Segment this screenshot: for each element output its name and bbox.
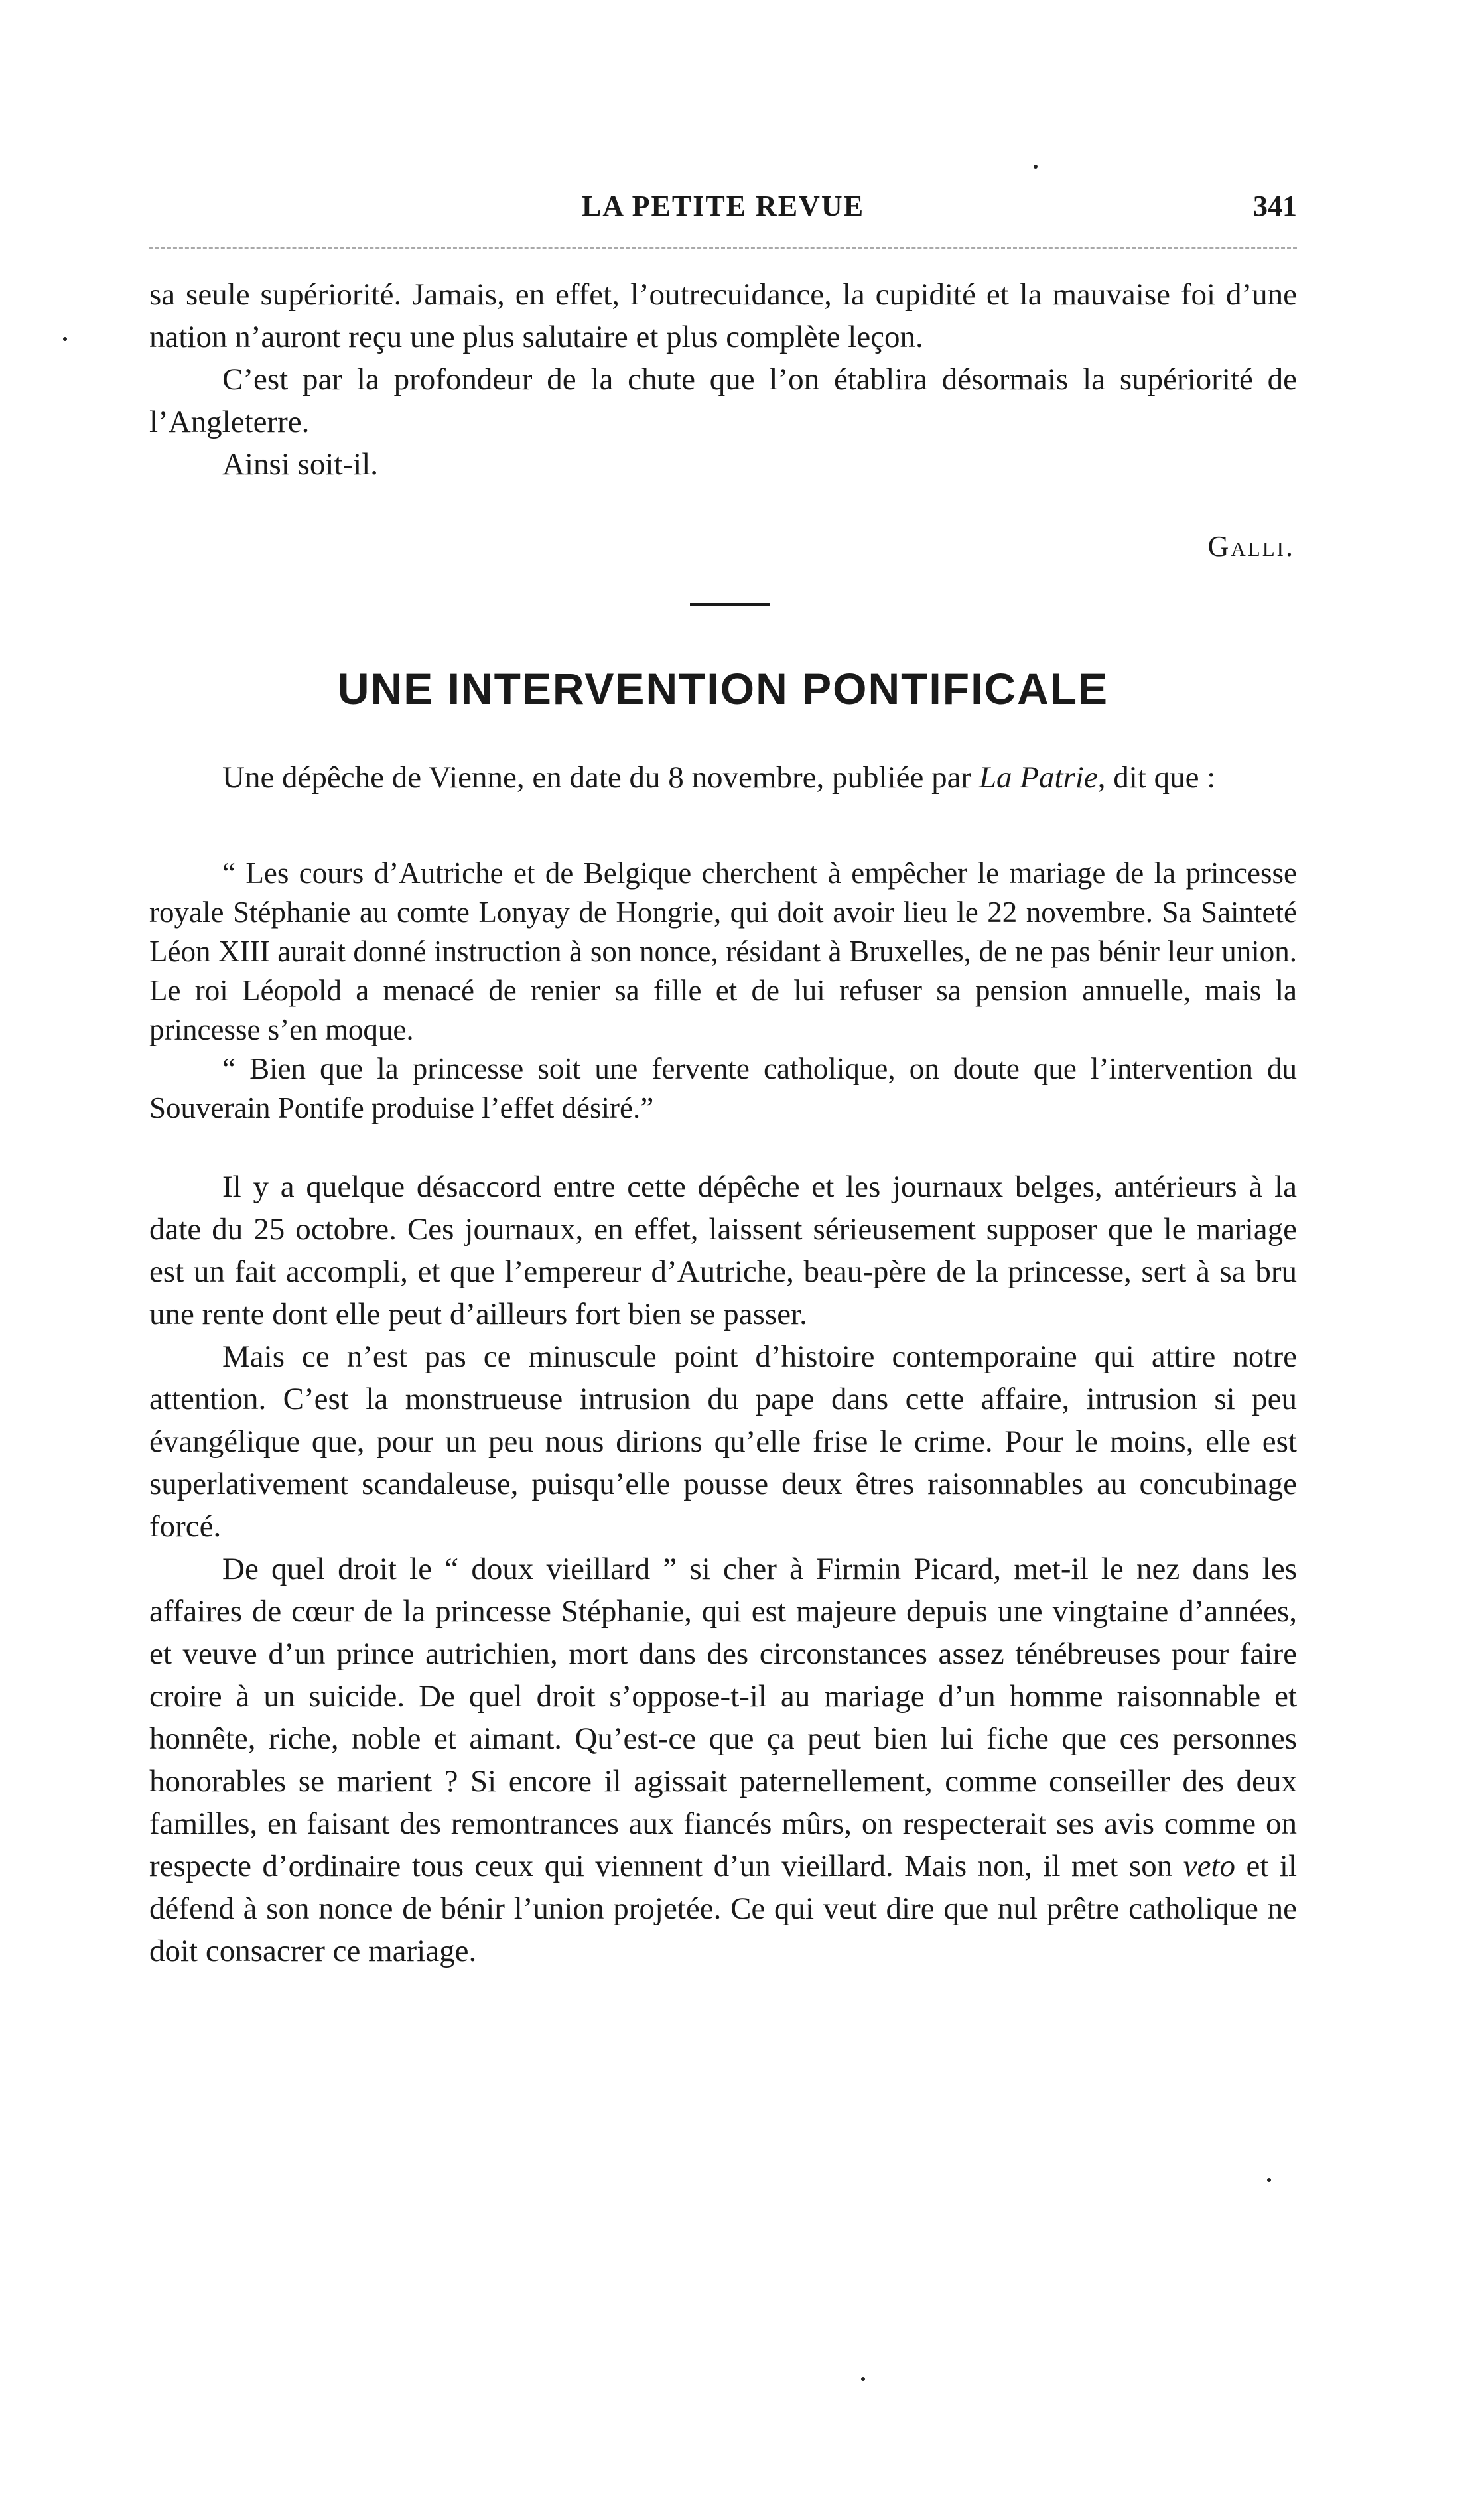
print-speck xyxy=(1267,2178,1271,2182)
paragraph-text: De quel droit le “ doux vieillard ” si cher à Firmin Picard, met-il le nez dans les affaires de cœur de la princesse Stéphanie, qui est majeure depuis une vingtaine d’années, et veuve d’un prince autrichien, mort dans des circonstances assez ténébreuses pour faire croire à un suicide. De quel droit s’oppose-t-il au mariage d’un homme raisonnable et honnête, riche, noble et aimant. Qu’est-ce que ça peut bien lui fiche que ces personnes honorables se marient ? Si encore il agissait paternellement, comme conseiller des deux familles, en faisant des remontrances aux fiancés mûrs, on respecterait ses avis comme on respecte d’ordinaire tous ceux qui viennent d’un vieillard. Mais non, il met son xyxy=(149,1552,1297,1883)
intro-text: Une dépêche de Vienne, en date du 8 novembre, publiée par xyxy=(222,760,979,795)
paragraph: Mais ce n’est pas ce minuscule point d’histoire contemporaine qui attire notre attention. C’est la monstrueuse intrusion du pape dans cette affaire, intrusion si peu évangélique que, pour un peu nous dirions qu’elle frise le crime. Pour le moins, elle est superlativement scandaleuse, puisqu’elle pousse deux êtres raisonnables au concubinage forcé. xyxy=(149,1339,1297,1544)
page-number: 341 xyxy=(1253,190,1297,222)
veto-word: veto xyxy=(1183,1849,1235,1883)
quote-paragraph: “ Les cours d’Autriche et de Belgique cherchent à empêcher le mariage de la princesse royale Stéphanie au comte Lonyay de Hongrie, qui doit avoir lieu le 22 novembre. Sa Sainteté Léon XIII aurait donné instruction à son nonce, résidant à Bruxelles, de ne pas bénir leur union. Le roi Léopold a menacé de renier sa fille et de lui refuser sa pension annuelle, mais la princesse s’en moque. xyxy=(149,856,1297,1046)
header-rule xyxy=(149,247,1297,249)
print-speck xyxy=(1034,165,1038,169)
print-speck xyxy=(861,2377,865,2381)
paragraph: sa seule supériorité. Jamais, en effet, l’outrecuidance, la cupidité et la mauvaise foi d’une nation n’auront reçu une plus salutaire et plus complète leçon. xyxy=(149,277,1297,354)
article-body xyxy=(149,1166,1297,1972)
print-speck xyxy=(63,337,67,341)
paragraph: C’est par la profondeur de la chute que l’on établira désormais la supériorité de l’Angleterre. xyxy=(149,362,1297,439)
source-name: La Patrie xyxy=(978,760,1098,795)
running-header xyxy=(149,189,1297,229)
intro-paragraph xyxy=(149,756,1297,799)
quote-paragraph: “ Bien que la princesse soit une fervente catholique, on doute que l’intervention du Souverain Pontife produise l’effet désiré.” xyxy=(149,1052,1297,1124)
running-title: LA PETITE REVUE xyxy=(581,190,865,222)
paragraph-end: et il défend à son nonce de bénir l’union projetée. Ce qui veut dire que nul prêtre catholique ne doit consacrer ce mariage. xyxy=(149,1849,1297,1968)
article-intro xyxy=(149,756,1297,799)
section-divider xyxy=(690,603,770,606)
paragraph: Il y a quelque désaccord entre cette dépêche et les journaux belges, antérieurs à la date du 25 octobre. Ces journaux, en effet, laissent sérieusement supposer que le mariage est un fait accompli, et que l’empereur d’Autriche, beau-père de la princesse, sert à sa bru une rente dont elle peut d’ailleurs fort bien se passer. xyxy=(149,1170,1297,1331)
signature: Galli. xyxy=(1207,530,1295,563)
quoted-dispatch xyxy=(149,854,1297,1128)
previous-article-ending xyxy=(149,273,1297,486)
paragraph: Ainsi soit-il. xyxy=(222,447,379,482)
intro-end: , dit que : xyxy=(1097,760,1216,795)
paragraph xyxy=(149,1548,1297,1972)
article-title: UNE INTERVENTION PONTIFICALE xyxy=(337,664,1109,713)
